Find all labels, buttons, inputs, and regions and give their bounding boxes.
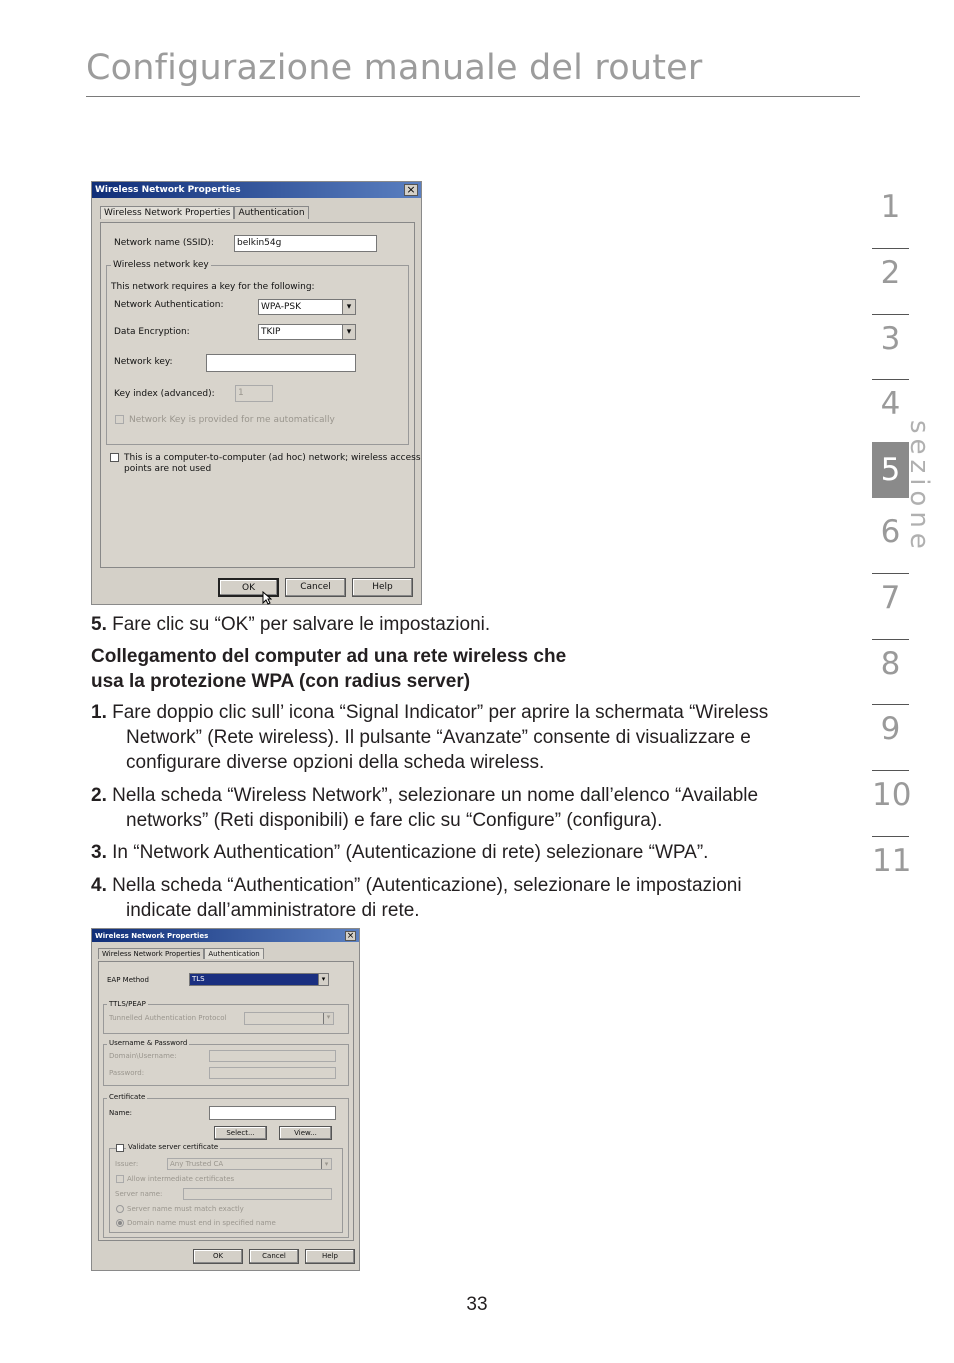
wireless-properties-dialog (91, 181, 422, 605)
heading-line: Collegamento del computer ad una rete wireless che (91, 646, 567, 667)
tab-panel (100, 222, 421, 568)
password-label: Password: (109, 1069, 145, 1077)
nav-number-active: 5 (872, 442, 909, 498)
nav-number: 6 (880, 513, 901, 550)
tab-authentication[interactable]: Authentication (204, 948, 263, 959)
dialog-titlebar (92, 929, 359, 942)
heading-line: usa la protezione WPA (con radius server) (91, 671, 471, 692)
encryption-value: TKIP (261, 327, 281, 337)
nav-number: 3 (880, 320, 901, 357)
step-number: 2. (91, 785, 107, 806)
ttls-peap-group-label: TTLS/PEAP (109, 1000, 146, 1008)
step-number: 4. (91, 875, 107, 896)
ssid-field[interactable]: belkin54g (234, 235, 377, 252)
key-index-label: Key index (advanced): (114, 389, 215, 399)
issuer-label: Issuer: (115, 1160, 139, 1168)
auto-key-checkbox[interactable] (115, 415, 124, 424)
cursor-icon (262, 591, 272, 605)
chevron-down-icon[interactable]: ▾ (342, 325, 355, 339)
nav-item-9[interactable] (872, 705, 909, 771)
step-4 (91, 873, 742, 923)
server-name-label: Server name: (115, 1190, 163, 1198)
nav-number: 2 (880, 254, 901, 291)
tab-network-properties[interactable]: Wireless Network Properties (98, 948, 204, 959)
nav-item-7[interactable] (872, 574, 909, 640)
network-key-field[interactable] (206, 354, 356, 372)
allow-intermediate-checkbox[interactable] (116, 1175, 124, 1183)
tunneled-protocol-label: Tunnelled Authentication Protocol (109, 1014, 227, 1022)
nav-item-1[interactable] (872, 183, 909, 249)
step-text: Fare clic su “OK” per salvare le impostazioni. (106, 614, 491, 635)
auth-value: WPA-PSK (261, 302, 301, 312)
section-label: sezione (904, 420, 934, 554)
username-password-group-label: Username & Password (109, 1039, 188, 1047)
step-2 (91, 783, 758, 833)
network-key-label: Network key: (114, 357, 173, 367)
dialog-titlebar (92, 182, 421, 198)
nav-number: 9 (880, 711, 901, 748)
key-description: This network requires a key for the following: (111, 282, 315, 292)
help-button[interactable]: Help (352, 578, 413, 597)
nav-item-3[interactable] (872, 315, 909, 381)
nav-number: 1 (880, 189, 901, 225)
step-number: 3. (91, 842, 107, 863)
title-divider (86, 96, 860, 97)
chevron-down-icon[interactable]: ▾ (318, 974, 328, 985)
domain-username-field[interactable] (209, 1050, 336, 1062)
cert-name-field[interactable] (209, 1106, 336, 1120)
authentication-dialog (91, 928, 360, 1271)
radio-exact-label: Server name must match exactly (127, 1205, 244, 1213)
adhoc-label-line2: points are not used (124, 464, 212, 474)
step-text: Network” (Rete wireless). Il pulsante “Avanzate” consente di visualizzare e (126, 727, 751, 748)
nav-number: 10 (872, 777, 912, 814)
dialog-title: Wireless Network Properties (95, 185, 241, 195)
view-button[interactable]: View... (279, 1126, 332, 1140)
step-text: networks” (Reti disponibili) e fare clic su “Configure” (configura). (126, 810, 663, 831)
radio-domain-icon[interactable] (116, 1219, 124, 1227)
key-index-stepper[interactable]: 1 (235, 385, 273, 402)
step-text: Nella scheda “Authentication” (Autenticazione), selezionare le impostazioni (106, 875, 742, 896)
domain-username-label: Domain\Username: (109, 1052, 177, 1060)
radio-exact-icon[interactable] (116, 1205, 124, 1213)
adhoc-label-line1: This is a computer-to-computer (ad hoc) network; wireless access (124, 453, 421, 463)
nav-item-8[interactable] (872, 640, 909, 706)
eap-method-select[interactable] (189, 973, 329, 986)
nav-item-10[interactable] (872, 771, 912, 837)
ssid-label: Network name (SSID): (114, 238, 214, 248)
step-text: Nella scheda “Wireless Network”, selezionare un nome dall’elenco “Available (106, 785, 759, 806)
tab-network-properties[interactable]: Wireless Network Properties (100, 206, 234, 219)
nav-number: 11 (872, 842, 912, 879)
chevron-down-icon[interactable]: ▾ (342, 300, 355, 314)
issuer-value: Any Trusted CA (170, 1160, 224, 1168)
help-button[interactable]: Help (305, 1249, 355, 1264)
nav-item-11[interactable] (872, 837, 912, 903)
eap-method-label: EAP Method (107, 976, 149, 984)
encryption-label: Data Encryption: (114, 327, 190, 337)
dialog-title: Wireless Network Properties (95, 931, 209, 940)
close-icon[interactable]: × (346, 930, 355, 941)
step-text: indicate dall’amministratore di rete. (126, 900, 420, 921)
server-name-field[interactable] (183, 1188, 332, 1200)
tab-panel (98, 961, 354, 1241)
auto-key-label: Network Key is provided for me automatically (129, 415, 335, 425)
step-3 (91, 840, 708, 865)
step-text: configurare diverse opzioni della scheda wireless. (126, 752, 545, 773)
step-text: Fare doppio clic sull’ icona “Signal Indicator” per aprire la schermata “Wireless (106, 702, 769, 723)
adhoc-checkbox[interactable] (110, 453, 119, 462)
nav-number: 4 (880, 386, 901, 423)
page-number: 33 (466, 1294, 488, 1315)
nav-number: 7 (880, 579, 901, 616)
encryption-select[interactable] (258, 324, 356, 340)
ok-button[interactable]: OK (193, 1249, 243, 1264)
auth-label: Network Authentication: (114, 300, 224, 310)
ok-button[interactable]: OK (218, 578, 279, 597)
issuer-select[interactable] (167, 1158, 332, 1170)
step-text: In “Network Authentication” (Autenticazione di rete) selezionare “WPA”. (106, 842, 709, 863)
auth-select[interactable] (258, 299, 356, 315)
page-title: Configurazione manuale del router (86, 48, 703, 88)
eap-method-value: TLS (192, 975, 205, 983)
step-number: 1. (91, 702, 107, 723)
certificate-group-label: Certificate (109, 1093, 146, 1101)
tunneled-protocol-select[interactable] (244, 1012, 334, 1025)
tab-authentication[interactable]: Authentication (234, 206, 308, 219)
close-icon[interactable]: × (404, 184, 418, 196)
nav-number: 8 (880, 645, 901, 682)
cert-name-label: Name: (109, 1109, 133, 1117)
nav-item-2[interactable] (872, 249, 909, 315)
chevron-down-icon[interactable]: ▾ (321, 1159, 331, 1169)
select-button[interactable]: Select... (214, 1126, 267, 1140)
validate-label: Validate server certificate (128, 1143, 219, 1151)
cancel-button[interactable]: Cancel (285, 578, 346, 597)
radio-domain-label: Domain name must end in specified name (127, 1219, 276, 1227)
cancel-button[interactable]: Cancel (249, 1249, 299, 1264)
step-1 (91, 700, 768, 775)
wireless-key-group-label: Wireless network key (113, 260, 209, 270)
step-5 (91, 612, 490, 637)
section-heading (91, 644, 566, 694)
allow-intermediate-label: Allow intermediate certificates (127, 1175, 235, 1183)
password-field[interactable] (209, 1067, 336, 1079)
chevron-down-icon[interactable]: ▾ (323, 1013, 333, 1024)
validate-checkbox[interactable] (116, 1144, 124, 1152)
step-number: 5. (91, 614, 107, 635)
